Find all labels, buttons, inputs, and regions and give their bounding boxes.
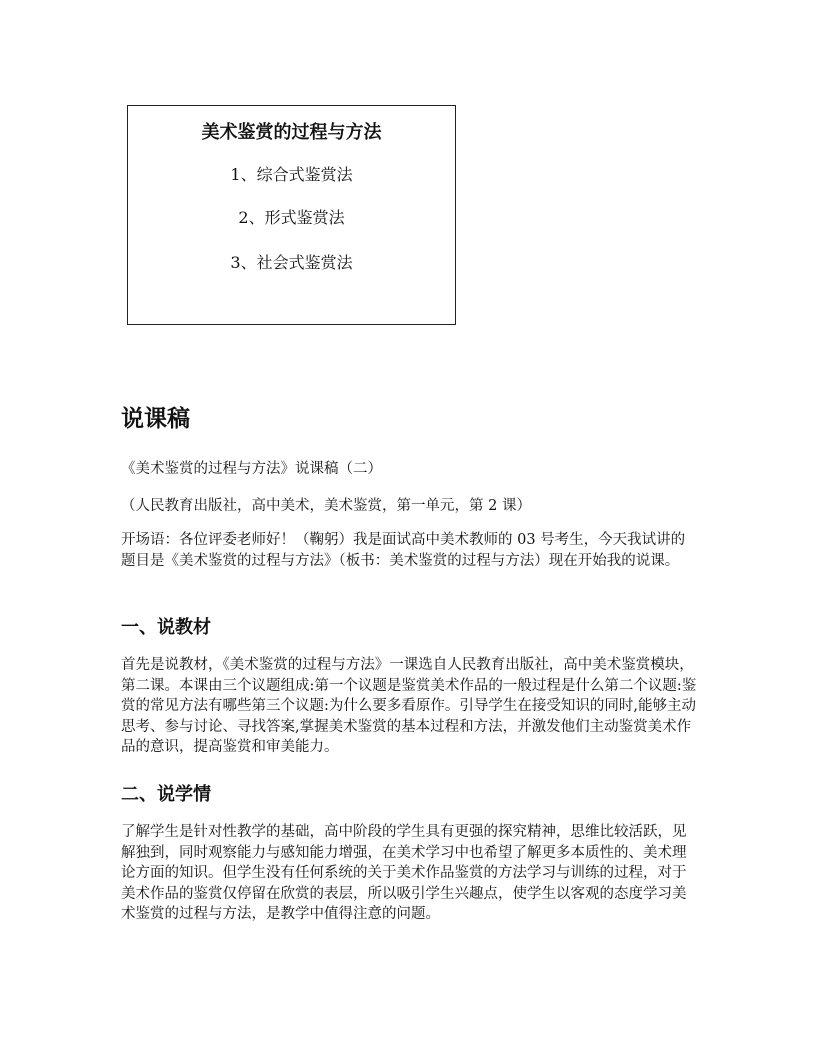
section-body-textbook: 首先是说教材，《美术鉴赏的过程与方法》一课选自人民教育出版社，高中美术鉴赏模块，第二课。本课由三个议题组成:第一个议题是鉴赏美术作品的一般过程是什么第二个议题:鉴赏的常见方法有哪些第三个议题:为什么要多看原作。引导学生在接受知识的同时,能够主动思考、参与讨论、寻找答案,掌握美术鉴赏的基本过程和方法，并激发他们主动鉴赏美术作品的意识，提高鉴赏和审美能力。 [121,657,697,755]
document-source: （人民教育出版社，高中美术，美术鉴赏，第一单元，第 2 课） [121,498,531,514]
board-item-3: 3、社会式鉴赏法 [230,253,353,272]
opening-paragraph: 开场语：各位评委老师好！（鞠躬）我是面试高中美术教师的 03 号考生，今天我试讲的题目是《美术鉴赏的过程与方法》（板书：美术鉴赏的过程与方法）现在开始我的说课。 [121,532,686,569]
section-body-students: 了解学生是针对性教学的基础，高中阶段的学生具有更强的探究精神，思维比较活跃，见解独到，同时观察能力与感知能力增强，在美术学习中也希望了解更多本质性的、美术理论方面的知识。但学生没有任何系统的关于美术作品鉴赏的方法学习与训练的过程，对于美术作品的鉴赏仅停留在欣赏的表层，所以吸引学生兴趣点，使学生以客观的态度学习美术鉴赏的过程与方法，是教学中值得注意的问题。 [121,824,687,922]
document-heading: 说课稿 [121,406,190,432]
section-title-textbook: 一、说教材 [121,617,211,638]
blackboard-outline-box [127,105,456,325]
board-item-1: 1、综合式鉴赏法 [230,165,353,184]
board-title: 美术鉴赏的过程与方法 [201,122,382,143]
board-item-2: 2、形式鉴赏法 [238,208,345,227]
document-subtitle: 《美术鉴赏的过程与方法》说课稿（二） [121,461,382,477]
section-title-students: 二、说学情 [121,784,211,805]
